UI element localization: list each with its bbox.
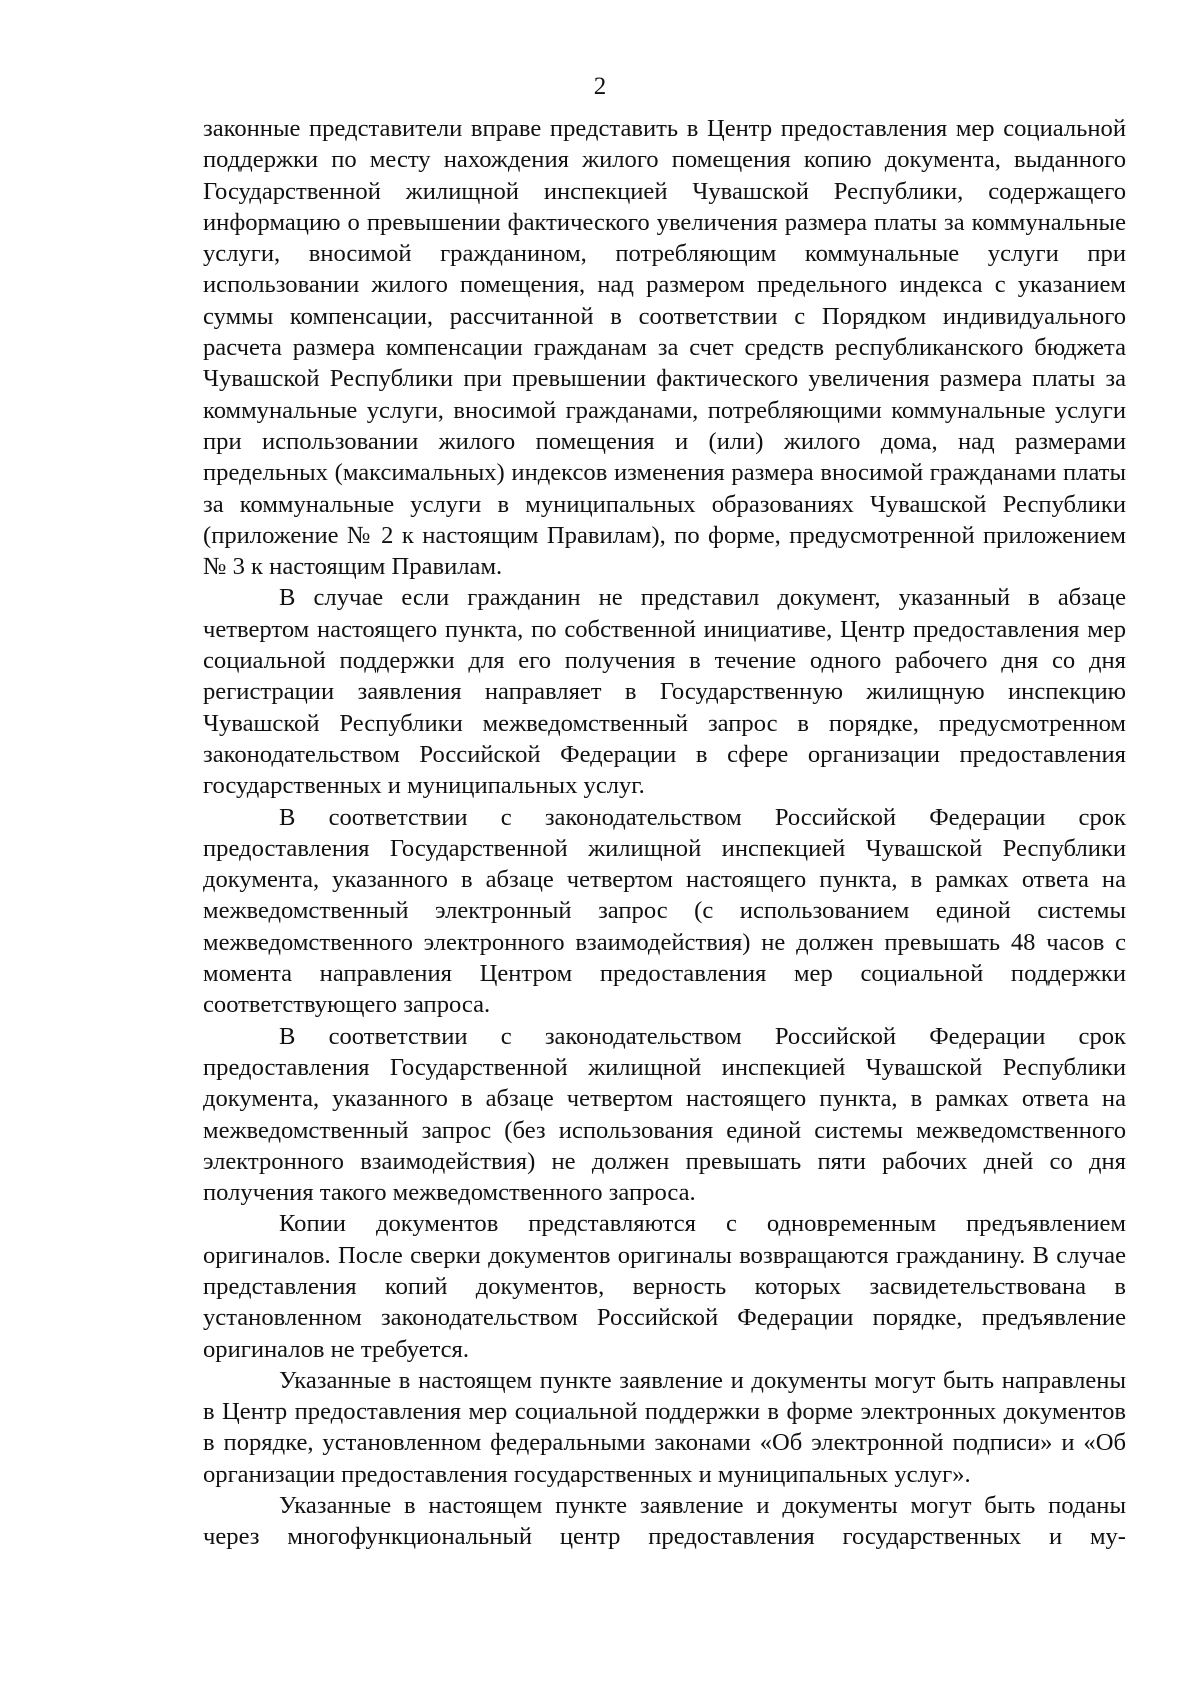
paragraph-electronic-submission: Указанные в настоящем пункте заявление и документы могут быть направлены в Центр предоставления мер социальной поддержки в форме электронных документов в порядке, установленном федеральными законами «Об электронной подписи» и «Об организации предоставления государственных и муниципальных услуг». — [203, 1366, 1126, 1488]
paragraph-interagency-request: В случае если гражданин не представил документ, указанный в абзаце четвертом настоящего пункта, по собственной инициативе, Центр предоставления мер социальной поддержки для его получения в течение одного рабочего дня со дня регистрации заявления направляет в Государственную жилищную инспекцию Чувашской Республики межведомственный запрос в порядке, предусмотренном законодательством Российской Федерации в сфере организации предоставления государственных и муниципальных услуг. — [203, 584, 1126, 800]
paragraph-continuation: законные представители вправе представить в Центр предоставления мер социальной поддержки по месту нахождения жилого помещения копию документа, выданного Государственной жилищной инспекцией Чувашской Республики, содержащего информацию о превышении фактического увеличения размера платы за коммунальные услуги, вносимой гражданином, потребляющим коммунальные услуги при использовании жилого помещения, над размером предельного индекса с указанием суммы компенсации, рассчитанной в соответствии с Порядком индивидуального расчета размера компенсации гражданам за счет средств республиканского бюджета Чувашской Республики при превышении фактического увеличения размера платы за коммунальные услуги, вносимой гражданами, потребляющими коммунальные услуги при использовании жилого помещения и (или) жилого дома, над размерами предельных (максимальных) индексов изменения размера вносимой гражданами платы за коммунальные услуги в муниципальных образованиях Чувашской Республики (приложение № 2 к настоящим Правилам), по форме, предусмотренной приложением № 3 к настоящим Правилам. — [203, 115, 1126, 581]
paragraph-paper-request-deadline: В соответствии с законодательством Российской Федерации срок предоставления Государственной жилищной инспекцией Чувашской Республики документа, указанного в абзаце четвертом настоящего пункта, в рамках ответа на межведомственный запрос (без использования единой системы межведомственного электронного взаимодействия) не должен превышать пяти рабочих дней со дня получения такого межведомственного запроса. — [203, 1022, 1126, 1207]
document-body — [203, 113, 1126, 1553]
paragraph-mfc-submission: Указанные в настоящем пункте заявление и документы могут быть поданы через многофункциональный центр предоставления государственных и му- — [203, 1492, 1126, 1551]
paragraph-electronic-request-deadline: В соответствии с законодательством Российской Федерации срок предоставления Государственной жилищной инспекцией Чувашской Республики документа, указанного в абзаце четвертом настоящего пункта, в рамках ответа на межведомственный электронный запрос (с использованием единой системы межведомственного электронного взаимодействия) не должен превышать 48 часов с момента направления Центром предоставления мер социальной поддержки соответствующего запроса. — [203, 803, 1126, 1019]
page-number: 2 — [593, 73, 607, 100]
paragraph-document-copies: Копии документов представляются с одновременным предъявлением оригиналов. После сверки документов оригиналы возвращаются гражданину. В случае представления копий документов, верность которых засвидетельствована в установленном законодательством Российской Федерации порядке, предъявление оригиналов не требуется. — [203, 1210, 1126, 1363]
